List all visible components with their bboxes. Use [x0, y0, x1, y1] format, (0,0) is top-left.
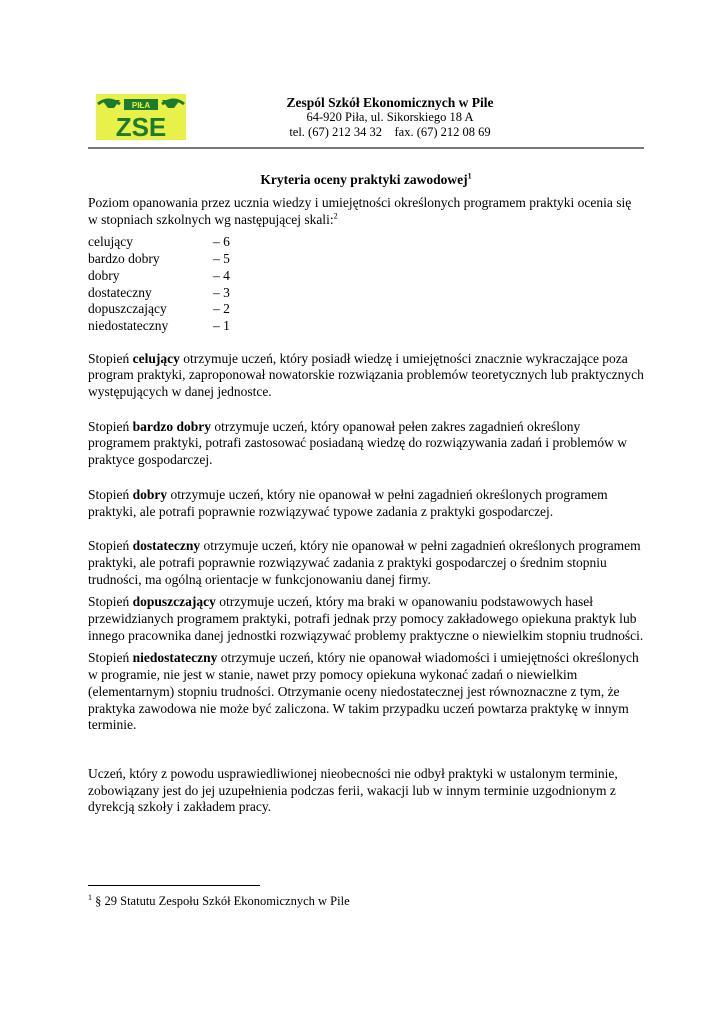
criteria-paragraph-dobry	[88, 487, 644, 520]
para-grade: bardzo dobry	[132, 418, 212, 434]
grade-value: – 4	[213, 267, 230, 283]
logo-top-text: PIŁA	[131, 101, 151, 110]
intro-text: Poziom opanowania przez ucznia wiedzy i umiejętności określonych programem praktyki ocenia się w stopniach szkolnych wg następującej skali:	[88, 195, 632, 227]
grade-name: dopuszczający	[88, 301, 167, 317]
document-body	[88, 195, 644, 816]
para-text: otrzymuje uczeń, który nie opanował w pełni zagadnień określonych programem praktyki, ale potrafi poprawnie rozwiązywać typowe zadania z praktyki gospodarczej.	[88, 486, 608, 519]
footnote-number: 1	[88, 892, 92, 902]
closing-paragraph: Uczeń, który z powodu usprawiedliwionej nieobecności nie odbył praktyki w ustalonym terminie, zobowiązany jest do jej uzupełnienia podczas ferii, wakacji lub w innym terminie uzgodnionym z dyrekcją szkoły i zakładem pracy.	[88, 765, 618, 815]
criteria-paragraph-dostateczny	[88, 538, 644, 588]
footnote-text: § 29 Statutu Zespołu Szkół Ekonomicznych w Pile	[92, 894, 350, 908]
grade-name: niedostateczny	[88, 317, 169, 333]
para-text: otrzymuje uczeń, który nie opanował wiadomości i umiejętności określonych w programie, nie jest w stanie, nawet przy pomocy opiekuna wykonać zadań o niewielkim (elementarnym) stopniu trudności. Otrzymanie oceny niedostatecznej jest równoznaczne z tym, że praktyka zawodowa nie może być zaliczona. W takim przypadku uczeń powtarza praktykę w innym terminie.	[88, 650, 639, 733]
grade-name: dostateczny	[88, 284, 152, 300]
grade-value: – 1	[213, 317, 230, 333]
grade-row	[88, 318, 230, 335]
logo-graphic	[96, 94, 186, 140]
grade-row	[88, 251, 230, 268]
logo-main-text: ZSE	[115, 112, 167, 140]
grade-name: dobry	[88, 267, 120, 283]
footnote	[88, 894, 350, 909]
criteria-paragraph-bardzo-dobry	[88, 419, 644, 469]
para-prefix: Stopień	[88, 538, 133, 554]
grade-row	[88, 268, 230, 285]
para-grade: dopuszczający	[132, 594, 216, 610]
header-divider	[88, 147, 644, 149]
para-grade: niedostateczny	[132, 650, 218, 666]
letterhead	[200, 95, 580, 140]
grade-row	[88, 285, 230, 302]
criteria-paragraph-niedostateczny	[88, 650, 644, 734]
document-title	[88, 172, 644, 188]
title-footnote-ref: 1	[467, 171, 472, 181]
grade-row	[88, 234, 230, 251]
para-text: otrzymuje uczeń, który ma braki w opanowaniu podstawowych haseł przewidzianych programem praktyki, potrafi jednak przy pomocy zakładowego opiekuna praktyk lub innego pracownika danej jednostki rozwiązywać problemy praktyczne o niewielkim stopniu trudności.	[88, 594, 644, 643]
para-grade: dobry	[132, 486, 168, 502]
para-prefix: Stopień	[88, 486, 133, 502]
para-text: otrzymuje uczeń, który nie opanował w pełni zagadnień określonych programem praktyki, ale potrafi poprawnie rozwiązywać zadania z praktyki gospodarczej o średnim stopniu trudności, ma ogólną orientacje w funkcjonowaniu danej firmy.	[88, 538, 641, 587]
school-phone: tel. (67) 212 34 32 fax. (67) 212 08 69	[289, 125, 491, 139]
grade-name: celujący	[88, 234, 133, 250]
grade-value: – 3	[213, 284, 230, 300]
intro-paragraph	[88, 195, 644, 228]
criteria-paragraph-dopuszczajacy	[88, 594, 644, 644]
para-text: otrzymuje uczeń, który posiadł wiedzę i umiejętności znacznie wykraczające poza program praktyki, zaproponował nowatorskie rozwiązania problemów teoretycznych lub praktycznych występujących w danej jednostce.	[88, 350, 644, 400]
grade-value: – 2	[213, 301, 230, 317]
intro-footnote-ref: 2	[333, 211, 338, 221]
school-name: Zespól Szkół Ekonomicznych w Pile	[286, 95, 494, 110]
para-prefix: Stopień	[88, 650, 133, 666]
grade-value: – 6	[213, 234, 230, 250]
para-prefix: Stopień	[88, 594, 133, 610]
grade-name: bardzo dobry	[88, 251, 160, 267]
school-address: 64-920 Piła, ul. Sikorskiego 18 A	[306, 110, 474, 124]
footnote-divider	[88, 885, 260, 886]
title-text: Kryteria oceny praktyki zawodowej	[260, 172, 468, 187]
criteria-paragraph-celujacy	[88, 351, 644, 401]
para-prefix: Stopień	[88, 350, 133, 366]
para-grade: dostateczny	[132, 538, 201, 554]
grade-row	[88, 301, 230, 318]
para-text: otrzymuje uczeń, który opanował pełen zakres zagadnień określony programem praktyki, potrafi zastosować posiadaną wiedzę do rozwiązywania zadań i problemów w praktyce gospodarczej.	[88, 418, 628, 468]
grade-scale	[88, 234, 230, 334]
grade-value: – 5	[213, 251, 230, 267]
para-prefix: Stopień	[88, 418, 133, 434]
school-logo	[96, 94, 186, 140]
para-grade: celujący	[132, 350, 180, 366]
